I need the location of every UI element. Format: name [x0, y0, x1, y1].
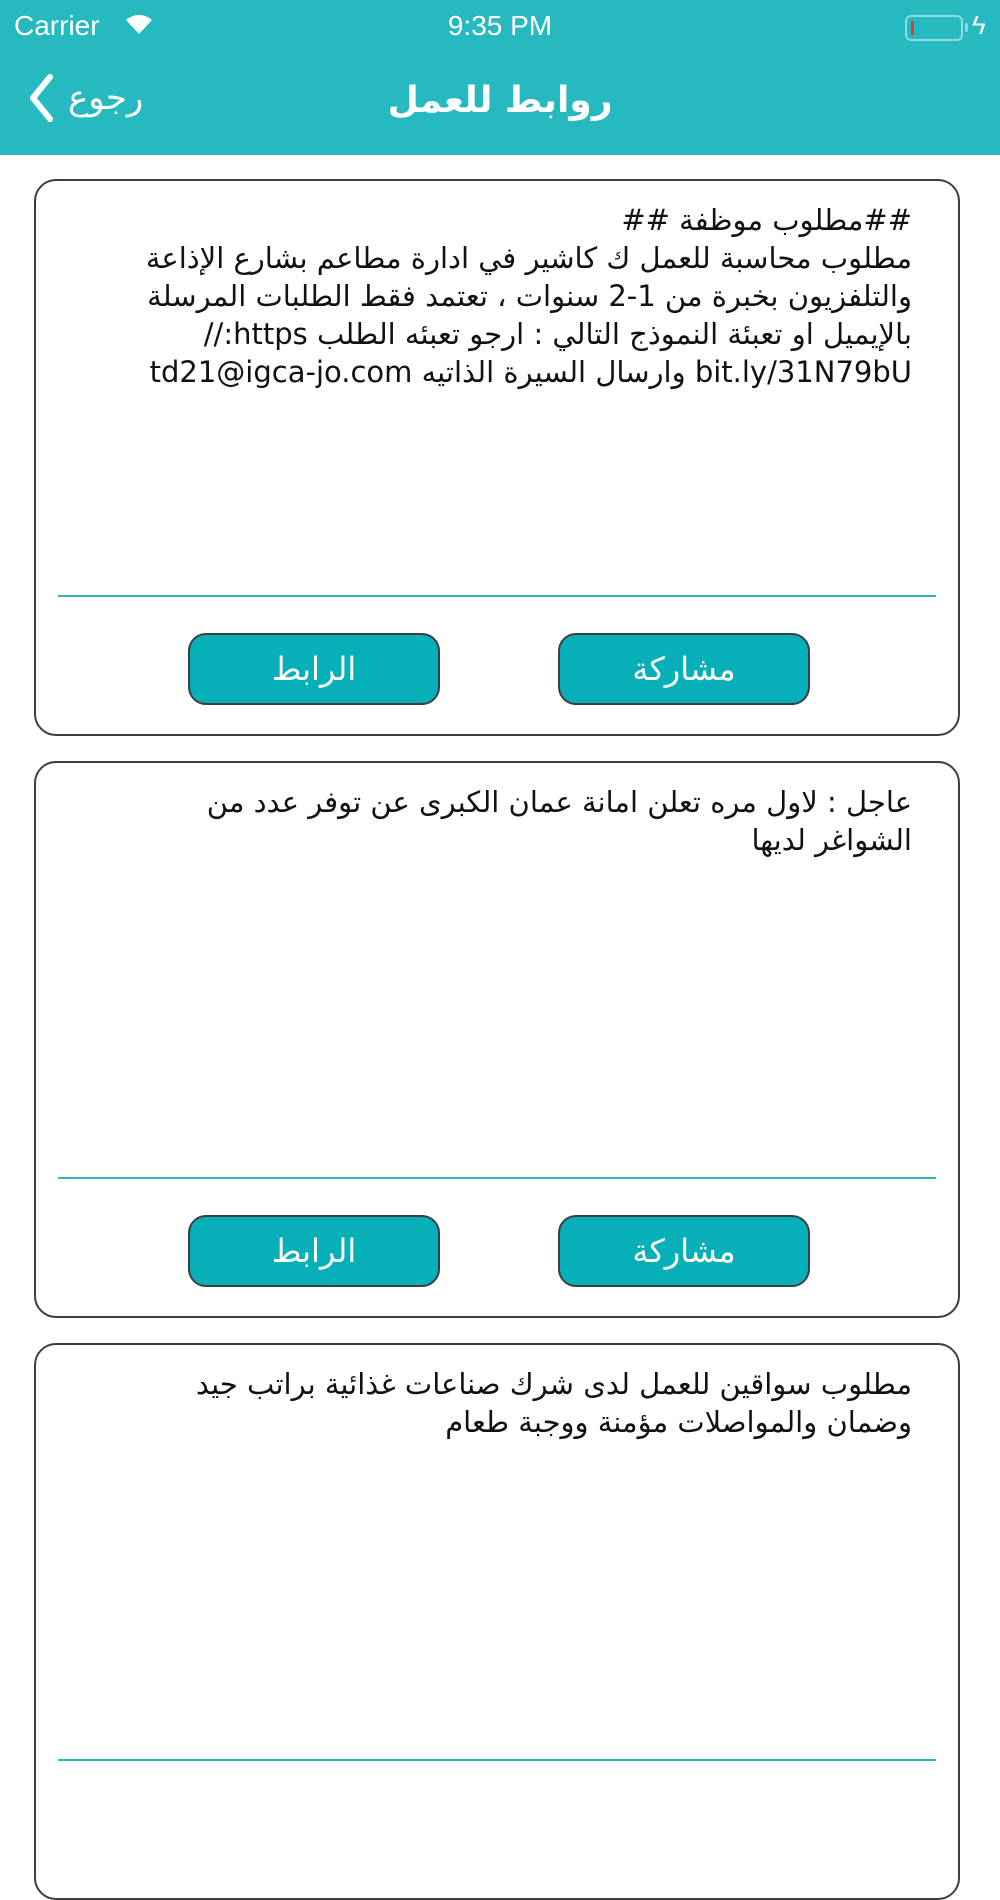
text-line: bit.ly/31N79bU وارسال السيرة الذاتيه td21@igca-jo.com [149, 355, 912, 389]
job-card [34, 179, 960, 736]
link-button[interactable]: الرابط [188, 633, 440, 705]
page-title: روابط للعمل [387, 80, 613, 121]
divider [58, 595, 936, 597]
back-label: رجوع [68, 78, 144, 118]
status-time: 9:35 PM [447, 10, 553, 41]
carrier-label: Carrier [14, 10, 100, 41]
job-text [86, 201, 912, 391]
text-line: ##مطلوب موظفة ## [621, 203, 912, 237]
job-text [86, 783, 912, 859]
divider [58, 1759, 936, 1761]
header [0, 0, 1000, 155]
share-button[interactable]: مشاركة [558, 633, 810, 705]
nav-bar [0, 60, 1000, 150]
job-card [34, 1343, 960, 1900]
share-button[interactable]: مشاركة [558, 1215, 810, 1287]
job-text [86, 1365, 912, 1441]
text-line: مطلوب محاسبة للعمل ك كاشير في ادارة مطاعم بشارع الإذاعة [145, 241, 912, 275]
charging-icon: ϟ [972, 10, 986, 40]
link-button[interactable]: الرابط [188, 1215, 440, 1287]
text-line: وضمان والمواصلات مؤمنة ووجبة طعام [445, 1405, 912, 1439]
text-line: الشواغر لديها [751, 823, 912, 857]
text-line: بالإيميل او تعبئة النموذج التالي : ارجو تعبئه الطلب https:// [203, 317, 912, 351]
job-card [34, 761, 960, 1318]
battery-icon [905, 15, 963, 41]
divider [58, 1177, 936, 1179]
battery-tip [965, 23, 968, 32]
text-line: عاجل : لاول مره تعلن امانة عمان الكبرى عن توفر عدد من [206, 785, 912, 819]
status-bar [0, 6, 1000, 46]
text-line: مطلوب سواقين للعمل لدى شرك صناعات غذائية براتب جيد [195, 1367, 912, 1401]
text-line: والتلفزيون بخبرة من 1-2 سنوات ، تعتمد فقط الطلبات المرسلة [147, 279, 912, 313]
